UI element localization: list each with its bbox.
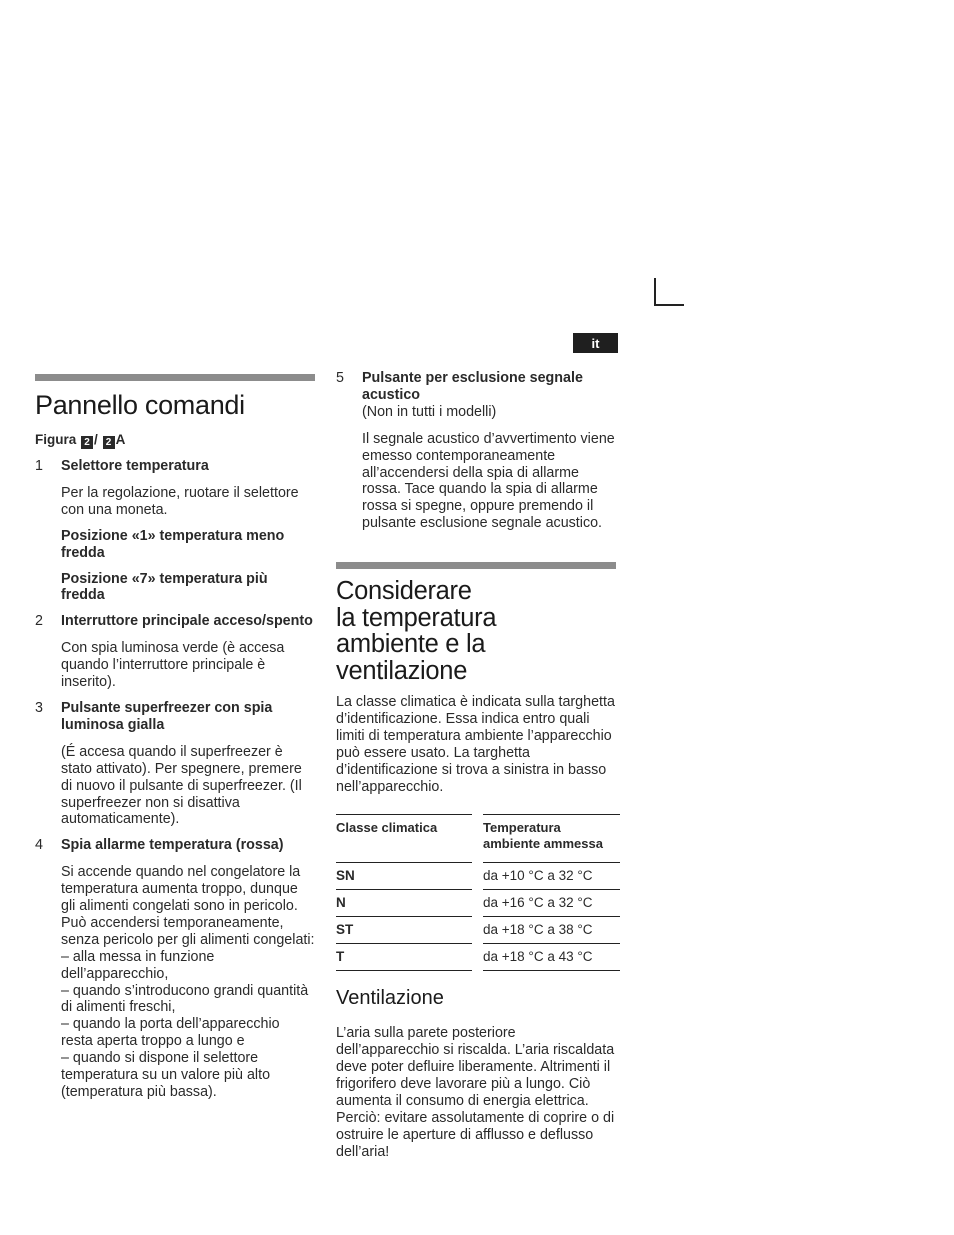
bullet-line: – quando si dispone il selettore temperatura su un valore più alto (temperatura più bassa). [61, 1050, 271, 1100]
column-header-class: Classe climatica [336, 814, 472, 862]
item-note: (Non in tutti i modelli) [362, 403, 497, 420]
bullet-line: – quando s’introducono grandi quantità di alimenti freschi, [61, 982, 309, 1016]
climate-class-cell: N [336, 889, 472, 916]
item-title: Pulsante per esclusione segnale acustico [362, 370, 583, 403]
temperature-range-cell: da +18 °C a 38 °C [483, 916, 620, 943]
item-title: Interruttore principale acceso/spento [61, 613, 313, 630]
table-row [336, 889, 620, 916]
item-title: Spia allarme temperatura (rossa) [61, 837, 284, 854]
item-number: 1 [35, 458, 43, 474]
item-title: Pulsante superfreezer con spia luminosa gialla [61, 699, 273, 733]
heading-line: ventilazione [336, 656, 468, 685]
item-number: 4 [35, 837, 43, 854]
item-position-note: Posizione «7» temperatura più fredda [61, 570, 268, 604]
item-position-note: Posizione «1» temperatura meno fredda [61, 527, 285, 561]
left-column [35, 374, 315, 1101]
table-header-row [336, 814, 620, 862]
item-description-text: Si accende quando nel congelatore la temperatura aumenta troppo, dunque gli alimenti congelati sono in pericolo. Può accendersi temporaneamente, senza pericolo per gli alimenti congelati: [61, 864, 315, 948]
figure-number-box: 2 [81, 436, 93, 449]
item-description: Il segnale acustico d’avvertimento viene emesso contemporaneamente all’accendersi della spia di allarme rossa. Tace quando la spia di allarme rossa si spegne, oppure premendo il pulsante esclusione segnale acustico. [362, 430, 615, 532]
list-item [35, 613, 315, 630]
ventilation-warning: Perciò: evitare assolutamente di coprire o di ostruire le aperture di afflusso e deflusso dell’aria! [336, 1109, 615, 1160]
section-rule [35, 374, 315, 381]
crop-mark-vertical [654, 278, 656, 306]
crop-mark-horizontal [654, 304, 684, 306]
item-number: 2 [35, 613, 43, 630]
column-header-temperature: Temperatura ambiente ammessa [483, 814, 620, 862]
column-gap [472, 916, 483, 943]
section-rule [336, 562, 616, 569]
section-heading-control-panel: Pannello comandi [35, 390, 245, 420]
language-badge: it [573, 333, 618, 353]
section-heading-climate [336, 578, 620, 684]
item-description [61, 864, 315, 1101]
heading-line: ambiente e la [336, 630, 486, 659]
item-description: Con spia luminosa verde (è accesa quando l’interruttore principale è inserito). [61, 640, 285, 691]
item-description: (É accesa quando il superfreezer è stato attivato). Per spegnere, premere di nuovo il pulsante di superfreezer. (Il superfreezer non si disattiva automaticamente). [61, 743, 302, 828]
list-item [35, 458, 315, 475]
column-gap [472, 889, 483, 916]
table-row [336, 916, 620, 943]
item-number: 3 [35, 699, 43, 716]
table-row [336, 943, 620, 970]
temperature-range-cell: da +16 °C a 32 °C [483, 889, 620, 916]
figure-suffix: A [115, 432, 126, 447]
column-gap [472, 862, 483, 889]
climate-class-table [336, 814, 620, 971]
figure-reference [35, 432, 315, 449]
item-number: 5 [336, 370, 344, 386]
temperature-range-cell: da +10 °C a 32 °C [483, 862, 620, 889]
column-gap [472, 943, 483, 970]
climate-class-cell: T [336, 943, 472, 970]
list-item [336, 370, 620, 404]
bullet-line: – quando la porta dell’apparecchio resta aperta troppo a lungo e [61, 1016, 280, 1050]
temperature-range-cell: da +18 °C a 43 °C [483, 943, 620, 970]
list-item [35, 700, 315, 734]
item-title: Selettore temperatura [61, 458, 209, 474]
heading-line: Considerare [336, 577, 472, 606]
intro-paragraph: La classe climatica è indicata sulla targhetta d’identificazione. Essa indica entro quali limiti di temperatura ambiente l’apparecchio può essere usato. La targhetta d’identificazione si trova a sinistra in basso nell’apparecchio. [336, 694, 615, 795]
column-gap [472, 814, 483, 862]
ventilation-paragraph: L’aria sulla parete posteriore dell’apparecchio si riscalda. L’aria riscaldata deve poter defluire liberamente. Altrimenti il frigorifero deve lavorare più a lungo. Ciò aumenta il consumo di energia elettrica. [336, 1025, 615, 1109]
climate-class-cell: ST [336, 916, 472, 943]
heading-line: la temperatura [336, 603, 497, 632]
figure-separator: / [94, 432, 98, 447]
list-item [35, 837, 315, 854]
subheading-ventilation: Ventilazione [336, 986, 444, 1009]
climate-class-cell: SN [336, 862, 472, 889]
item-description: Per la regolazione, ruotare il selettore con una moneta. [61, 484, 299, 518]
bullet-line: – alla messa in funzione dell’apparecchio, [61, 948, 215, 982]
figure-label: Figura [35, 432, 77, 447]
figure-number-box: 2 [103, 436, 115, 449]
right-column [336, 370, 620, 1160]
table-row [336, 862, 620, 889]
